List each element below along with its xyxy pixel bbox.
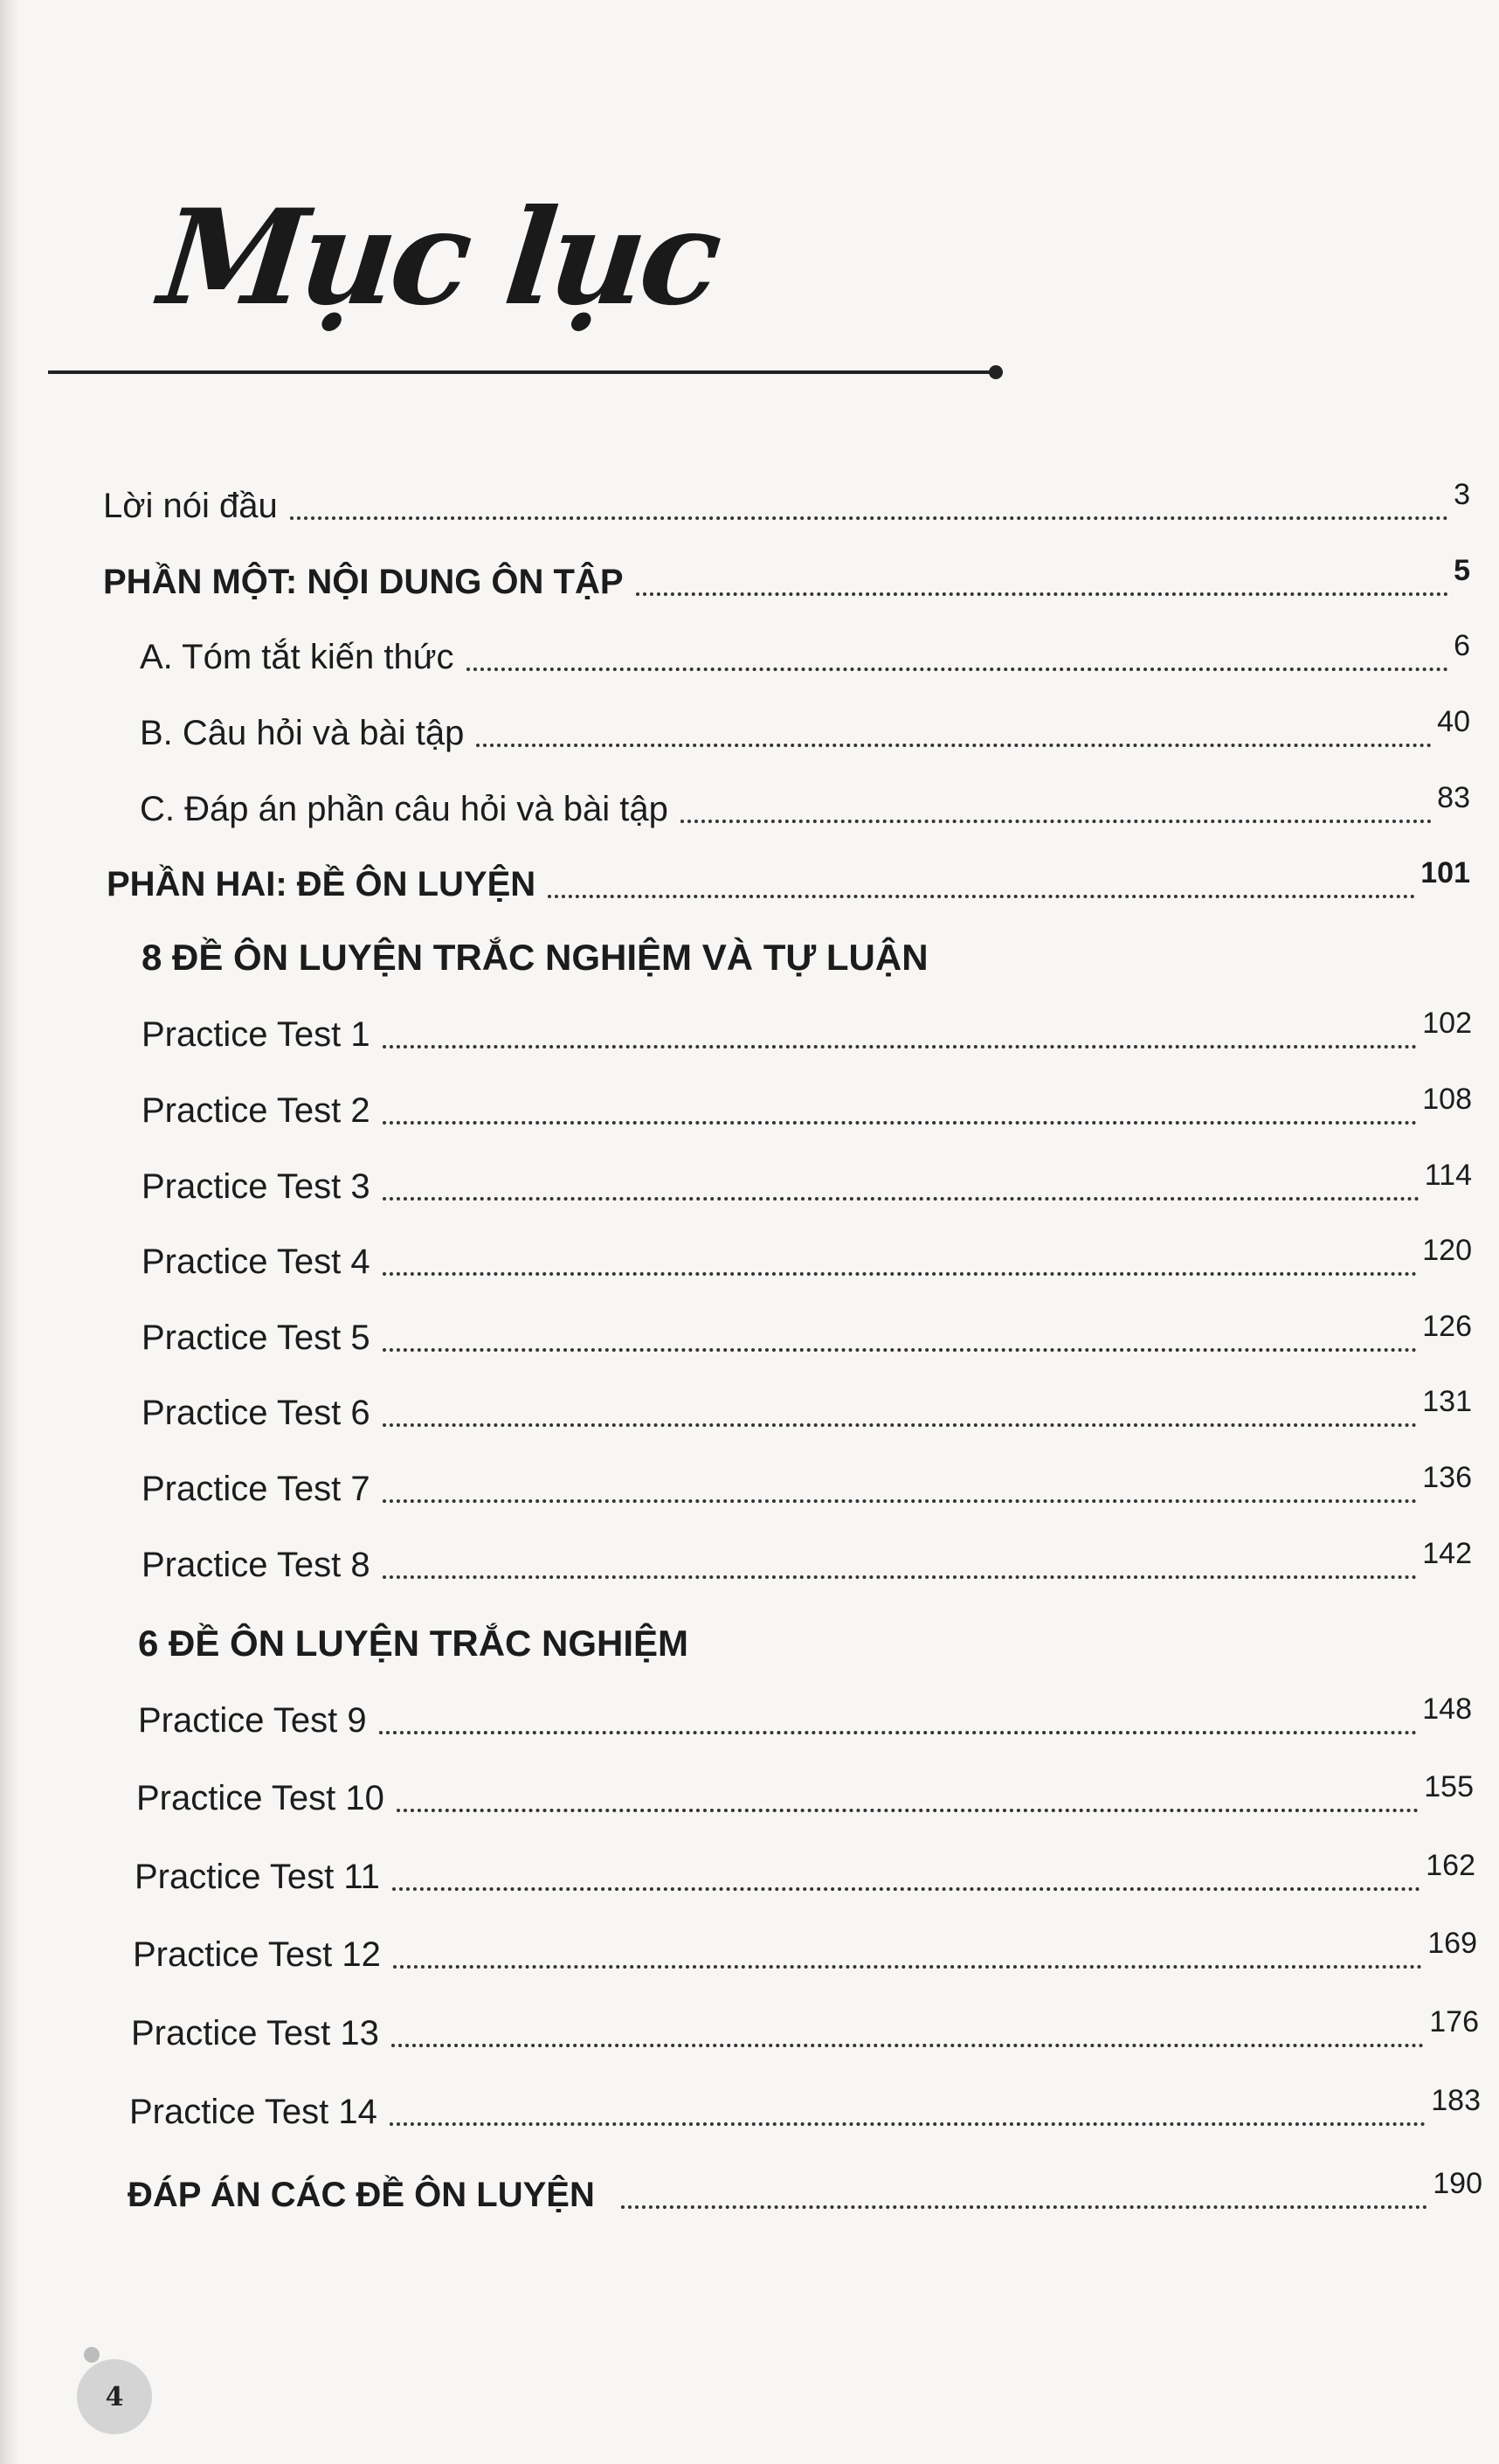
dot-leader [383, 1121, 1418, 1125]
toc-entry-practice-test[interactable] [142, 1450, 1472, 1512]
dot-leader [383, 1272, 1418, 1276]
toc-entry-practice-test[interactable] [142, 996, 1472, 1057]
toc-entry-label: Practice Test 9 [138, 1701, 367, 1740]
toc-entry-page: 176 [1429, 2005, 1479, 2038]
toc-entry-label: PHẦN HAI: ĐỀ ÔN LUYỆN [107, 865, 536, 903]
toc-entry-page: 6 [1454, 629, 1470, 662]
toc-entry-practice-test[interactable] [136, 1760, 1474, 1821]
toc-entry-label: Practice Test 5 [142, 1319, 370, 1357]
toc-entry-practice-test[interactable] [142, 1223, 1472, 1284]
toc-entry-page: 136 [1422, 1461, 1472, 1494]
toc-entry-page: 120 [1422, 1234, 1472, 1267]
toc-entry-page: 142 [1422, 1537, 1472, 1570]
toc-entry-page: 40 [1437, 705, 1470, 738]
toc-entry-label: Practice Test 14 [129, 2093, 377, 2131]
toc-entry-practice-test[interactable] [142, 1374, 1472, 1436]
toc-entry-page: 5 [1454, 554, 1470, 587]
title-rule-dot [989, 365, 1003, 379]
toc-entry-label: PHẦN MỘT: NỘI DUNG ÔN TẬP [103, 563, 624, 601]
toc-entry-label: Practice Test 6 [142, 1394, 370, 1432]
dot-leader [383, 1575, 1418, 1579]
dot-leader [466, 668, 1449, 671]
toc-entry-page: 102 [1422, 1007, 1472, 1040]
toc-entry-practice-test[interactable] [129, 2073, 1481, 2135]
toc-entry-page: 108 [1422, 1083, 1472, 1116]
page-number-badge: 4 [77, 2359, 152, 2434]
toc-entry-label: Practice Test 7 [142, 1470, 370, 1508]
dot-leader [476, 744, 1432, 747]
toc-entry-practice-test[interactable] [142, 1299, 1472, 1360]
toc-entry-page: 169 [1427, 1927, 1477, 1960]
toc-entry-label: Practice Test 2 [142, 1091, 370, 1130]
dot-leader [383, 1499, 1418, 1503]
dot-leader [680, 820, 1432, 823]
toc-entry-questions[interactable] [140, 695, 1470, 756]
dot-leader [621, 2205, 1427, 2209]
toc-entry-practice-test[interactable] [133, 1916, 1477, 1977]
toc-entry-page: 131 [1422, 1385, 1472, 1418]
toc-entry-page: 148 [1422, 1692, 1472, 1726]
toc-entry-label: Practice Test 10 [136, 1779, 384, 1817]
dot-leader [636, 592, 1449, 596]
toc-entry-preface[interactable] [103, 467, 1470, 529]
toc-entry-label: Practice Test 8 [142, 1546, 370, 1584]
toc-entry-page: 101 [1420, 856, 1470, 889]
dot-leader [397, 1809, 1419, 1812]
toc-entry-page: 126 [1422, 1310, 1472, 1343]
toc-entry-practice-test[interactable] [142, 1148, 1472, 1209]
dot-leader [383, 1197, 1420, 1201]
toc-entry-summary[interactable] [140, 619, 1470, 680]
toc-entry-label: Practice Test 3 [142, 1167, 370, 1206]
toc-entry-label: A. Tóm tắt kiến thức [140, 638, 454, 676]
toc-entry-label: Practice Test 4 [142, 1242, 370, 1281]
section-heading-mixed-tests: 8 ĐỀ ÔN LUYỆN TRẮC NGHIỆM VÀ TỰ LUẬN [142, 937, 929, 978]
toc-entry-answer-key[interactable] [128, 2156, 1482, 2218]
dot-leader [383, 1423, 1418, 1427]
toc-entry-page: 190 [1433, 2167, 1482, 2200]
dot-leader [379, 1731, 1418, 1734]
dot-leader [383, 1045, 1418, 1049]
toc-entry-practice-test[interactable] [135, 1838, 1475, 1900]
toc-entry-page: 183 [1431, 2084, 1481, 2117]
toc-entry-part-two[interactable] [107, 846, 1470, 907]
toc-entry-label: Practice Test 11 [135, 1858, 380, 1896]
toc-entry-label: C. Đáp án phần câu hỏi và bài tập [140, 790, 668, 828]
toc-entry-practice-test[interactable] [138, 1682, 1472, 1743]
toc-entry-label: Lời nói đầu [103, 487, 278, 525]
toc-entry-page: 3 [1454, 478, 1470, 511]
dot-leader [391, 2044, 1424, 2047]
toc-entry-practice-test[interactable] [131, 1995, 1479, 2056]
toc-entry-page: 83 [1437, 781, 1470, 814]
toc-entry-page: 155 [1424, 1770, 1474, 1803]
dot-leader [383, 1348, 1418, 1352]
section-heading-multiple-choice-tests: 6 ĐỀ ÔN LUYỆN TRẮC NGHIỆM [138, 1623, 689, 1664]
dot-leader [393, 1965, 1422, 1969]
toc-entry-label: Practice Test 1 [142, 1015, 370, 1054]
toc-entry-label: Practice Test 12 [133, 1935, 381, 1974]
toc-entry-label: Practice Test 13 [131, 2014, 379, 2052]
page-edge [0, 0, 19, 2464]
page-title: Mục lục [153, 181, 724, 335]
toc-entry-label: ĐÁP ÁN CÁC ĐỀ ÔN LUYỆN [128, 2176, 595, 2214]
toc-entry-practice-test[interactable] [142, 1526, 1472, 1588]
toc-entry-page: 114 [1424, 1159, 1472, 1192]
toc-entry-label: B. Câu hỏi và bài tập [140, 714, 465, 752]
toc-entry-part-one[interactable] [103, 543, 1470, 605]
dot-leader [290, 516, 1448, 520]
toc-entry-answers-questions[interactable] [140, 771, 1470, 832]
dot-leader [392, 1887, 1420, 1891]
page-number-dot [84, 2347, 100, 2363]
toc-entry-page: 162 [1426, 1849, 1475, 1882]
dot-leader [548, 895, 1415, 898]
toc-entry-practice-test[interactable] [142, 1072, 1472, 1133]
title-rule [48, 370, 996, 374]
dot-leader [390, 2122, 1426, 2126]
